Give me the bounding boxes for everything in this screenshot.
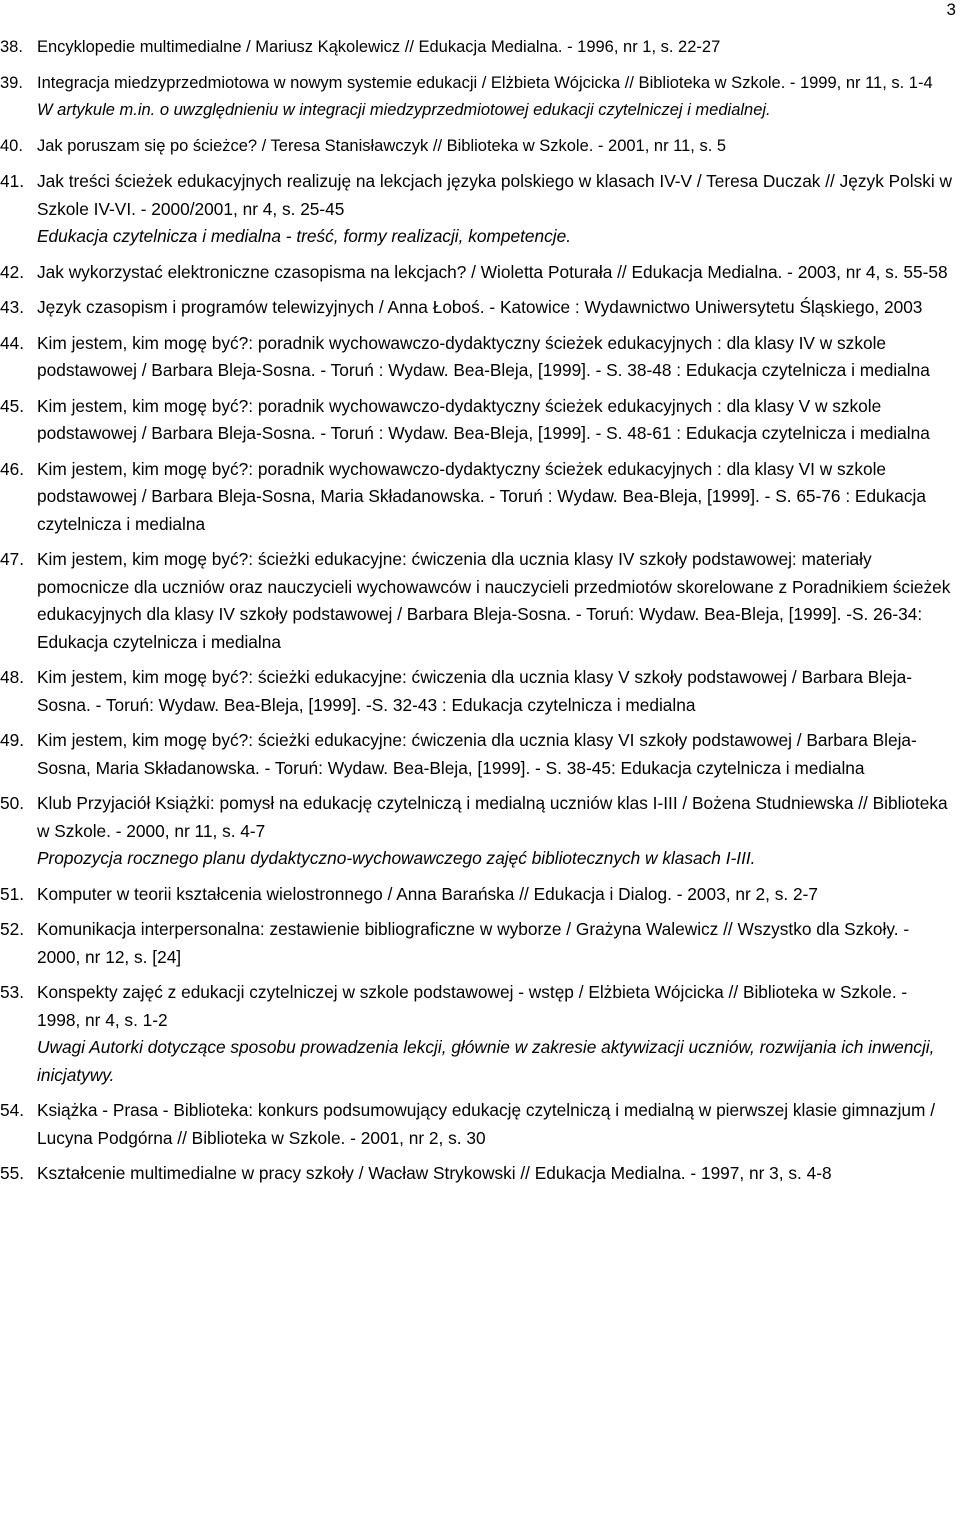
entry-number: 48. — [0, 667, 25, 687]
entry-annotation: Propozycja rocznego planu dydaktyczno-wychowawczego zajęć bibliotecznych w klasach I-III. — [37, 848, 756, 868]
entry-number: 44. — [0, 332, 25, 353]
list-item — [0, 259, 952, 287]
entry-text: Kim jestem, kim mogę być?: poradnik wychowawczo-dydaktyczny ścieżek edukacyjnych : dla klasy VI w szkole podstawowej / Barbara Bleja-Sosna, Maria Składanowska. - Toruń : Wydaw. Bea-Bleja, [1999]. - S. 65-76 : Edukacja czytelnicza i medialna — [37, 458, 927, 534]
entry-number: 42. — [0, 261, 25, 282]
entry-number: 40. — [0, 136, 23, 155]
list-item — [0, 1160, 952, 1188]
entry-number: 52. — [0, 919, 25, 939]
entry-number: 43. — [0, 297, 25, 317]
list-item — [0, 916, 952, 971]
list-item — [0, 664, 952, 719]
list-item — [0, 727, 952, 782]
entry-number: 38. — [0, 38, 23, 56]
entry-text: Komunikacja interpersonalna: zestawienie bibliograficzne w wyborze / Grażyna Walewicz // Wszystko dla Szkoły. - 2000, nr 12, s. [24] — [37, 919, 910, 967]
entry-text: Kim jestem, kim mogę być?: ścieżki edukacyjne: ćwiczenia dla ucznia klasy IV szkoły podstawowej: materiały pomocnicze dla uczniów oraz nauczycieli wychowawców i nauczycieli przedmiotów skorelowane z Poradnikiem ścieżek edukacyjnych dla klasy IV szkoły podstawowej / Barbara Bleja-Sosna. - Toruń: Wydaw. Bea-Bleja, [1999]. -S. 26-34: Edukacja czytelnicza i medialna — [37, 549, 951, 652]
entry-number: 47. — [0, 549, 25, 569]
entry-number: 39. — [0, 73, 23, 92]
entry-number: 46. — [0, 458, 25, 479]
list-item — [0, 1097, 952, 1152]
entry-text: Jak wykorzystać elektroniczne czasopisma na lekcjach? / Wioletta Poturała // Edukacja Medialna. - 2003, nr 4, s. 55-58 — [37, 261, 948, 282]
list-item — [0, 881, 952, 909]
list-item — [0, 34, 952, 62]
bibliography-list — [0, 34, 952, 1196]
entry-text: Kim jestem, kim mogę być?: ścieżki edukacyjne: ćwiczenia dla ucznia klasy V szkoły podstawowej / Barbara Bleja-Sosna. - Toruń: Wydaw. Bea-Bleja, [1999]. -S. 32-43 : Edukacja czytelnicza i medialna — [37, 667, 912, 715]
entry-number: 45. — [0, 395, 25, 416]
list-item — [0, 168, 952, 251]
entry-text: Encyklopedie multimedialne / Mariusz Kąkolewicz // Edukacja Medialna. - 1996, nr 1, s. 22-27 — [37, 38, 721, 56]
entry-number: 54. — [0, 1100, 25, 1120]
list-item — [0, 456, 952, 539]
entry-text: Język czasopism i programów telewizyjnych / Anna Łoboś. - Katowice : Wydawnictwo Uniwersytetu Śląskiego, 2003 — [37, 297, 923, 317]
entry-text: Integracja miedzyprzedmiotowa w nowym systemie edukacji / Elżbieta Wójcicka // Biblioteka w Szkole. - 1999, nr 11, s. 1-4 — [37, 73, 933, 92]
entry-text: Kim jestem, kim mogę być?: poradnik wychowawczo-dydaktyczny ścieżek edukacyjnych : dla klasy IV w szkole podstawowej / Barbara Bleja-Sosna. - Toruń : Wydaw. Bea-Bleja, [1999]. - S. 38-48 : Edukacja czytelnicza i medialna — [37, 332, 930, 380]
list-item — [0, 979, 952, 1089]
entry-number: 41. — [0, 171, 25, 191]
entry-text: Kim jestem, kim mogę być?: poradnik wychowawczo-dydaktyczny ścieżek edukacyjnych : dla klasy V w szkole podstawowej / Barbara Bleja-Sosna. - Toruń : Wydaw. Bea-Bleja, [1999]. - S. 48-61 : Edukacja czytelnicza i medialna — [37, 395, 930, 443]
entry-text: Klub Przyjaciół Książki: pomysł na edukację czytelniczą i medialną uczniów klas I-III / Bożena Studniewska // Biblioteka w Szkole. - 2000, nr 11, s. 4-7 — [37, 793, 948, 841]
list-item — [0, 294, 952, 322]
list-item — [0, 546, 952, 656]
page-number: 3 — [946, 0, 956, 19]
entry-text: Jak treści ścieżek edukacyjnych realizuję na lekcjach języka polskiego w klasach IV-V / Teresa Duczak // Język Polski w Szkole IV-VI. - 2000/2001, nr 4, s. 25-45 — [37, 171, 953, 219]
entry-text: Jak poruszam się po ścieżce? / Teresa Stanisławczyk // Biblioteka w Szkole. - 2001, nr 11, s. 5 — [37, 136, 727, 155]
list-item — [0, 790, 952, 873]
entry-number: 51. — [0, 883, 25, 904]
entry-number: 53. — [0, 982, 25, 1002]
list-item — [0, 70, 952, 125]
entry-text: Konspekty zajęć z edukacji czytelniczej w szkole podstawowej - wstęp / Elżbieta Wójcicka // Biblioteka w Szkole. - 1998, nr 4, s. 1-2 — [37, 982, 908, 1030]
entry-annotation: Uwagi Autorki dotyczące sposobu prowadzenia lekcji, głównie w zakresie aktywizacji uczniów, rozwijania ich inwencji, inicjatywy. — [37, 1037, 935, 1085]
entry-text: Komputer w teorii kształcenia wielostronnego / Anna Barańska // Edukacja i Dialog. - 2003, nr 2, s. 2-7 — [37, 883, 818, 904]
entry-number: 55. — [0, 1163, 25, 1183]
entry-text: Kim jestem, kim mogę być?: ścieżki edukacyjne: ćwiczenia dla ucznia klasy VI szkoły podstawowej / Barbara Bleja-Sosna, Maria Składanowska. - Toruń: Wydaw. Bea-Bleja, [1999]. - S. 38-45: Edukacja czytelnicza i medialna — [37, 730, 917, 778]
entry-number: 49. — [0, 730, 25, 750]
entry-text: Książka - Prasa - Biblioteka: konkurs podsumowujący edukację czytelniczą i medialną w pierwszej klasie gimnazjum / Lucyna Podgórna // Biblioteka w Szkole. - 2001, nr 2, s. 30 — [37, 1100, 936, 1148]
list-item — [0, 393, 952, 448]
entry-annotation: Edukacja czytelnicza i medialna - treść, formy realizacji, kompetencje. — [37, 226, 572, 246]
entry-text: Kształcenie multimedialne w pracy szkoły / Wacław Strykowski // Edukacja Medialna. - 1997, nr 3, s. 4-8 — [37, 1163, 832, 1183]
entry-number: 50. — [0, 793, 25, 813]
entry-annotation: W artykule m.in. o uwzględnieniu w integracji miedzyprzedmiotowej edukacji czytelniczej i medialnej. — [37, 101, 771, 119]
list-item — [0, 133, 952, 161]
list-item — [0, 330, 952, 385]
